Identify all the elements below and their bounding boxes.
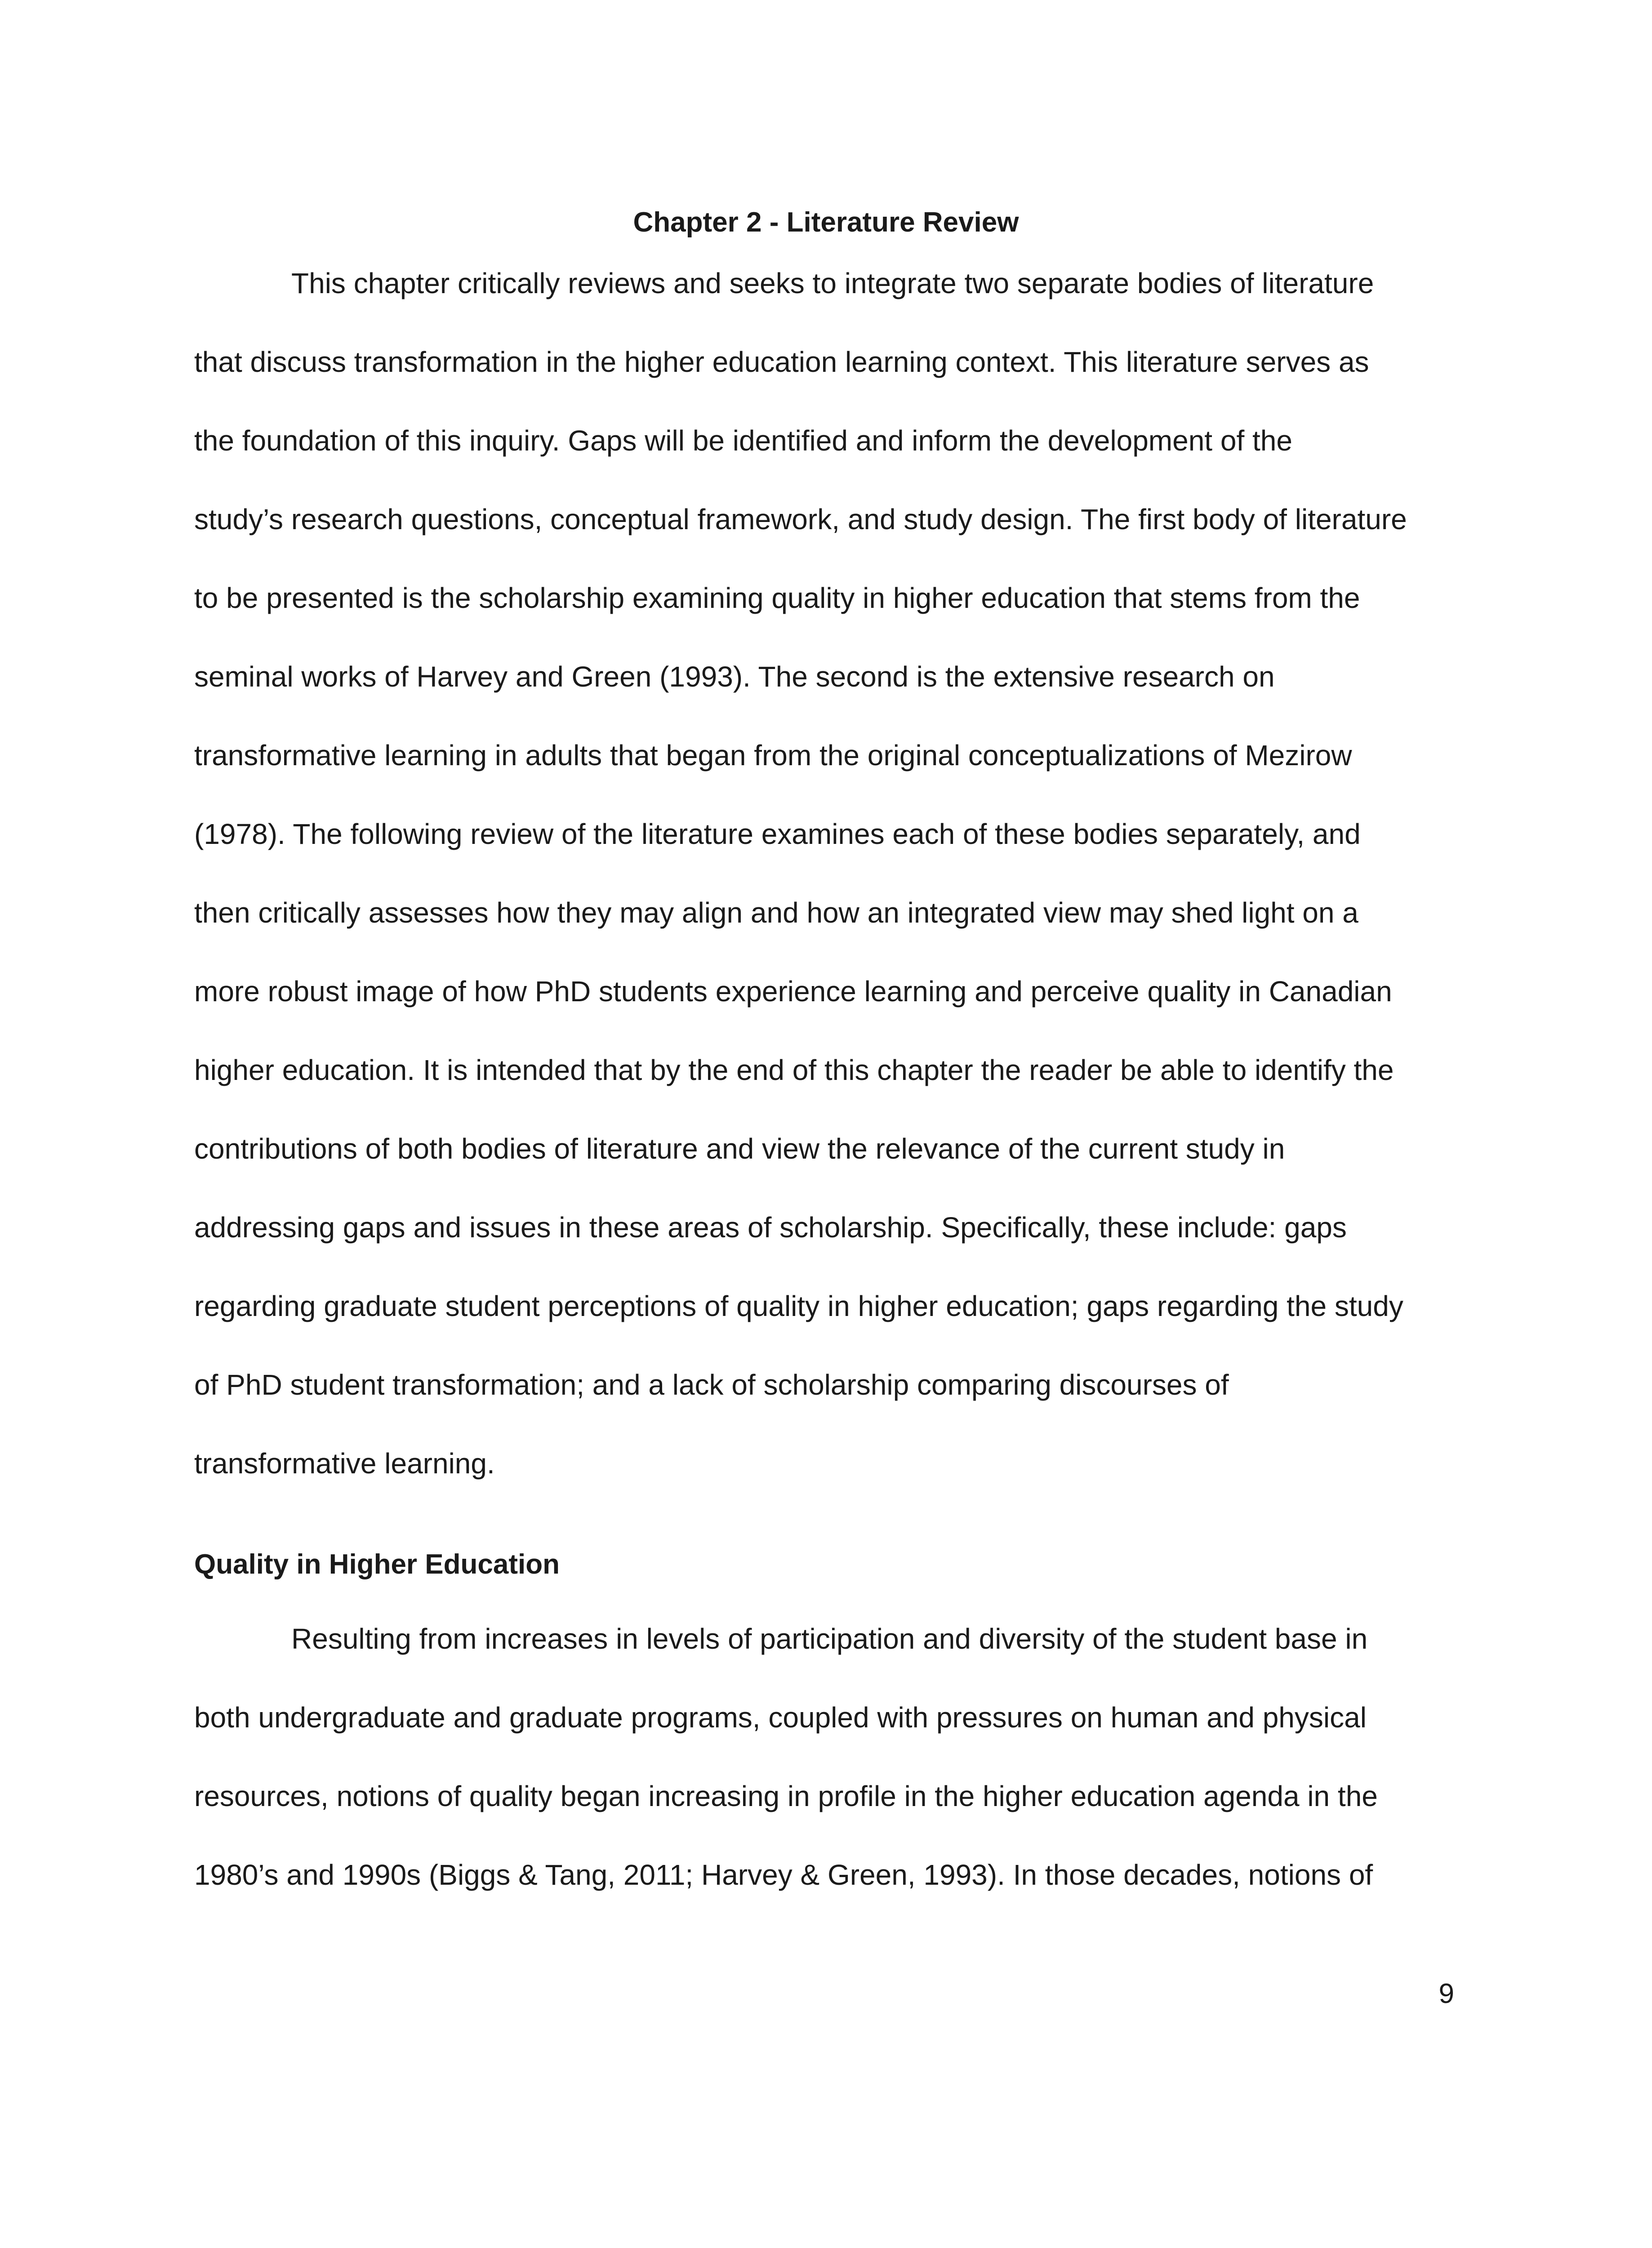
paragraph1-line: addressing gaps and issues in these areas of scholarship. Specifically, these include: gaps [194,1211,1347,1244]
paragraph1-line: seminal works of Harvey and Green (1993). The second is the extensive research on [194,660,1275,693]
paragraph1-line: the foundation of this inquiry. Gaps will be identified and inform the development of the [194,424,1292,457]
paragraph2-line: both undergraduate and graduate programs, coupled with pressures on human and physical [194,1701,1367,1734]
paragraph2-line: resources, notions of quality began increasing in profile in the higher education agenda in the [194,1780,1378,1812]
paragraph1-line: (1978). The following review of the literature examines each of these bodies separately, and [194,818,1361,850]
paragraph1-line: that discuss transformation in the higher education learning context. This literature serves as [194,346,1369,378]
paragraph1-line: study’s research questions, conceptual framework, and study design. The first body of literature [194,503,1407,535]
paragraph1-line: higher education. It is intended that by the end of this chapter the reader be able to identify the [194,1054,1394,1086]
paragraph1-line: more robust image of how PhD students experience learning and perceive quality in Canadian [194,975,1392,1008]
paragraph1-line: regarding graduate student perceptions of quality in higher education; gaps regarding the study [194,1290,1403,1322]
paragraph1-line: to be presented is the scholarship examining quality in higher education that stems from the [194,582,1360,614]
paragraph1-line: transformative learning. [194,1447,495,1480]
paragraph1-line: This chapter critically reviews and seeks to integrate two separate bodies of literature [291,267,1374,299]
paragraph1-line: contributions of both bodies of literature and view the relevance of the current study in [194,1133,1285,1165]
chapter-title: Chapter 2 - Literature Review [633,207,1019,238]
section-heading: Quality in Higher Education [194,1549,560,1580]
paragraph1-line: then critically assesses how they may align and how an integrated view may shed light on a [194,897,1358,929]
paragraph2-line: 1980’s and 1990s (Biggs & Tang, 2011; Harvey & Green, 1993). In those decades, notions of [194,1859,1373,1891]
paragraph1-line: transformative learning in adults that began from the original conceptualizations of Mezirow [194,739,1352,772]
paragraph2-line: Resulting from increases in levels of participation and diversity of the student base in [291,1623,1368,1655]
page-number: 9 [1438,1978,1454,2009]
paragraph1-line: of PhD student transformation; and a lack of scholarship comparing discourses of [194,1369,1229,1401]
